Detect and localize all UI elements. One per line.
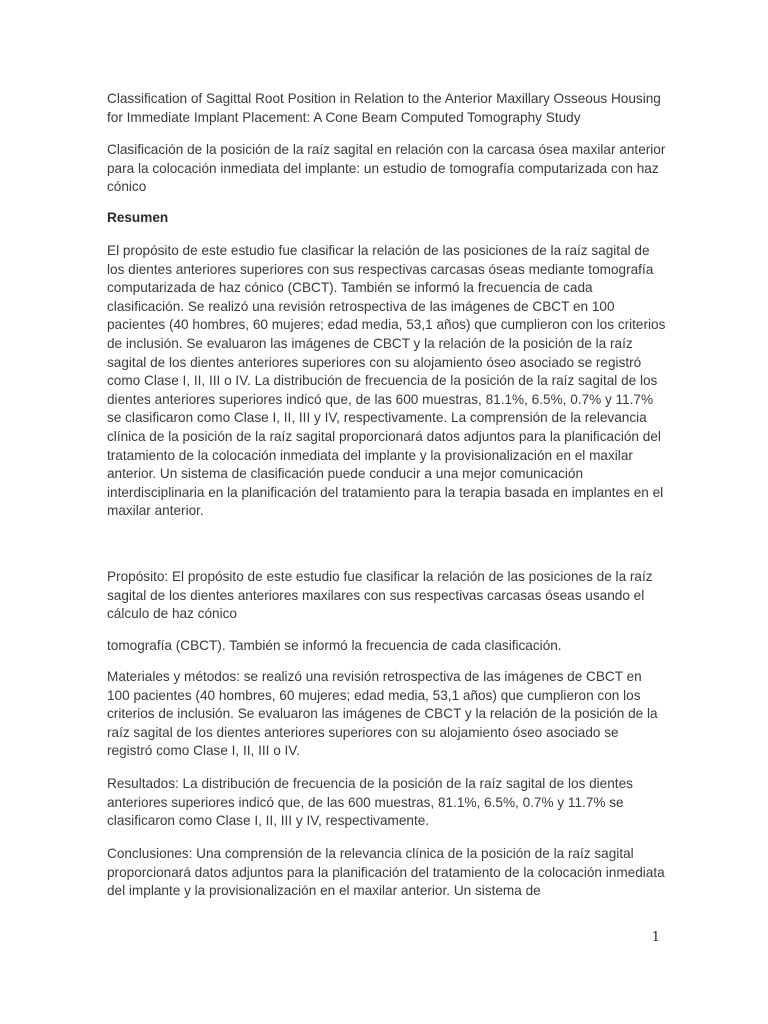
title-english: Classification of Sagittal Root Position in Relation to the Anterior Maxillary Osseous Housing for Immediate Implant Placement: A Cone Beam Computed Tomography Study	[107, 91, 661, 125]
title-spanish: Clasificación de la posición de la raíz sagital en relación con la carcasa ósea maxilar anterior para la colocación inmediata del implante: un estudio de tomografía computarizada con haz cónico	[107, 142, 666, 195]
purpose-continuation: tomografía (CBCT). También se informó la frecuencia de cada clasificación.	[107, 638, 562, 653]
methods-paragraph: Materiales y métodos: se realizó una revisión retrospectiva de las imágenes de CBCT en 100 pacientes (40 hombres, 60 mujeres; edad media, 53,1 años) que cumplieron con los criterios de inclusión. Se evaluaron las imágenes de CBCT y la relación de la posición de la raíz sagital de los dientes anteriores superiores con su alojamiento óseo asociado se registró como Clase I, II, III o IV.	[107, 669, 658, 759]
results-paragraph: Resultados: La distribución de frecuencia de la posición de la raíz sagital de los dientes anteriores superiores indicó que, de las 600 muestras, 81.1%, 6.5%, 0.7% y 11.7% se clasificaron como Clase I, II, III y IV, respectivamente.	[107, 776, 633, 829]
purpose-paragraph: Propósito: El propósito de este estudio fue clasificar la relación de las posiciones de la raíz sagital de los dientes anteriores maxilares con sus respectivas carcasas óseas usando el cálculo de haz cónico	[107, 569, 653, 622]
page-number: 1	[651, 930, 660, 945]
abstract-paragraph: El propósito de este estudio fue clasificar la relación de las posiciones de la raíz sagital de los dientes anteriores superiores con sus respectivas carcasas óseas mediante tomografía computarizada de haz cónico (CBCT). También se informó la frecuencia de cada clasificación. Se realizó una revisión retrospectiva de las imágenes de CBCT en 100 pacientes (40 hombres, 60 mujeres; edad media, 53,1 años) que cumplieron con los criterios de inclusión. Se evaluaron las imágenes de CBCT y la relación de la posición de la raíz sagital de los dientes anteriores superiores con su alojamiento óseo asociado se registró como Clase I, II, III o IV. La distribución de frecuencia de la posición de la raíz sagital de los dientes anteriores superiores indicó que, de las 600 muestras, 81.1%, 6.5%, 0.7% y 11.7% se clasificaron como Clase I, II, III y IV, respectivamente. La comprensión de la relevancia clínica de la posición de la raíz sagital proporcionará datos adjuntos para la planificación del tratamiento de la colocación inmediata del implante y la provisionalización en el maxilar anterior. Un sistema de clasificación puede conducir a una mejor comunicación interdisciplinaria en la planificación del tratamiento para la terapia basada en implantes en el maxilar anterior.	[107, 243, 666, 519]
abstract-heading: Resumen	[107, 210, 169, 225]
conclusions-paragraph: Conclusiones: Una comprensión de la relevancia clínica de la posición de la raíz sagital proporcionará datos adjuntos para la planificación del tratamiento de la colocación inmediata del implante y la provisionalización en el maxilar anterior. Un sistema de	[107, 846, 665, 899]
